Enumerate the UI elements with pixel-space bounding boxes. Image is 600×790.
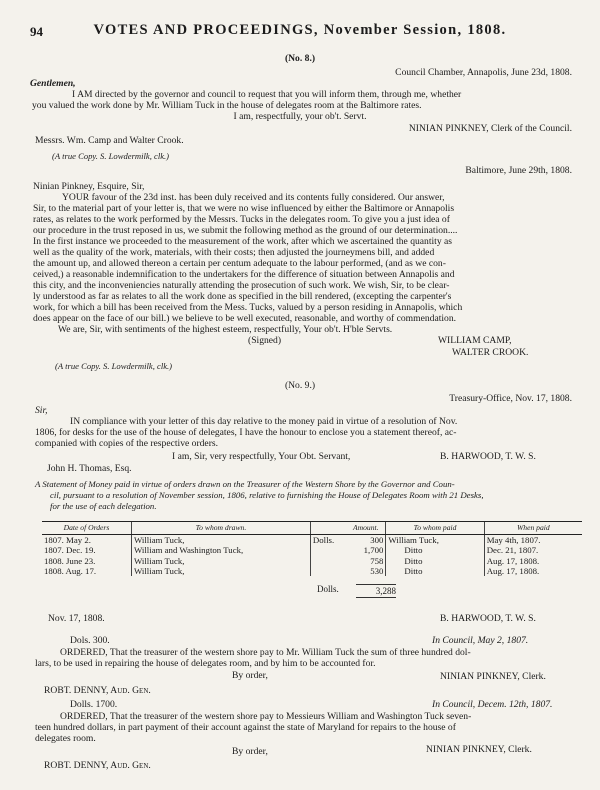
doc-9-number: (No. 9.) (284, 380, 316, 391)
cell-date: 1808. June 23. (44, 555, 96, 566)
reply-signature-crook: WALTER CROOK. (452, 347, 529, 358)
doc-8-salutation: Gentlemen, (30, 78, 76, 89)
reply-body-line: In the first instance we proceeded to the measurement of the work, after which we ascertained the quantity as (33, 236, 453, 247)
order-1-text-line: ORDERED, That the treasurer of the western shore pay to Mr. William Tuck the sum of three hundred dol- (60, 647, 471, 658)
reply-signed: (Signed) (248, 335, 282, 346)
order-2-signature: NINIAN PINKNEY, Clerk. (426, 744, 532, 755)
reply-salutation: Ninian Pinkney, Esquire, Sir, (33, 181, 145, 192)
doc-9-body-line: companied with copies of the respective orders. (35, 438, 219, 449)
cell-amount: 300 (370, 535, 384, 546)
order-1-by-order: By order, (232, 670, 268, 681)
order-2-footer: ROBT. DENNY, Aud. Gen. (44, 760, 151, 771)
cell-date: 1807. Dec. 19. (44, 545, 96, 556)
doc-9-signature: B. HARWOOD, T. W. S. (440, 451, 536, 462)
reply-body-line: our procedure in the trust reposed in us, we submit the following method as the ground of our determination.... (33, 225, 458, 236)
doc-8-body-line: I AM directed by the governor and council to request that you will inform them, through me, whether (72, 89, 462, 100)
table-row (42, 535, 582, 546)
doc-8-number: (No. 8.) (284, 53, 316, 64)
cell-paid-to: Ditto (386, 545, 484, 555)
statement-caption-line: for the use of each delegation. (50, 501, 157, 511)
cell-unit (310, 545, 346, 555)
reply-body-line: rates, as relates to the work performed by the Messrs. Tucks in the delegates room. To give you a just idea of (33, 214, 450, 225)
order-2-by-order: By order, (232, 746, 268, 757)
order-2-council-date: In Council, Decem. 12th, 1807. (432, 699, 553, 710)
cell-when: Aug. 17, 1808. (484, 566, 582, 576)
cell-drawn: William Tuck, (131, 566, 310, 576)
cell-paid-to: Ditto (386, 556, 484, 566)
doc-8-body-line: you valued the work done by Mr. William Tuck in the house of delegates room at the Baltimore rates. (32, 100, 422, 111)
order-2-amount: Dolls. 1700. (70, 699, 118, 710)
table-row (42, 556, 582, 566)
cell-amount: 530 (370, 565, 384, 576)
page-number: 94 (30, 24, 43, 39)
order-1-amount: Dols. 300. (70, 635, 110, 646)
reply-place-date: Baltimore, June 29th, 1808. (465, 165, 572, 176)
cell-amount: 1,700 (363, 545, 384, 556)
reply-body-line: does appear on the face of our bill.) we believe to be well executed, reasonable, and worthy of commendation. (33, 313, 457, 324)
statement-signature: B. HARWOOD, T. W. S. (440, 613, 536, 624)
doc-8-signature: NINIAN PINKNEY, Clerk of the Council. (408, 123, 572, 134)
order-1-signature: NINIAN PINKNEY, Clerk. (440, 671, 546, 682)
table-row (42, 566, 582, 576)
col-when-paid: When paid (484, 522, 582, 535)
col-to-whom-drawn: To whom drawn. (131, 522, 310, 535)
statement-total-value: 3,288 (356, 584, 396, 598)
cell-drawn: William Tuck, (131, 535, 310, 546)
cell-paid-to: Ditto (386, 566, 484, 576)
cell-drawn: William Tuck, (131, 556, 310, 566)
doc-9-salutation: Sir, (35, 405, 48, 416)
reply-body-line: ly understood as far as relates to all the work done as specified in the bill rendered, (excepting the carpenter's (33, 291, 452, 302)
doc-9-closing: I am, Sir, very respectfully, Your Obt. Servant, (172, 451, 351, 462)
statement-date: Nov. 17, 1808. (48, 613, 105, 624)
cell-date: 1807. May 2. (44, 535, 91, 546)
cell-paid-to: William Tuck, (386, 535, 484, 546)
col-amount: Amount. (346, 522, 386, 535)
doc-9-place-date: Treasury-Office, Nov. 17, 1808. (449, 393, 572, 404)
reply-body-line: Sir, to the material part of your letter is, that we were no wise influenced by either the Baltimore or Annapolis (33, 203, 455, 214)
table-row (42, 545, 582, 555)
reply-signature-camp: WILLIAM CAMP, (438, 335, 512, 346)
reply-true-copy: (A true Copy. S. Lowdermilk, clk.) (55, 361, 173, 371)
cell-date: 1808. Aug. 17. (44, 565, 97, 576)
statement-table (42, 521, 582, 576)
cell-drawn: William and Washington Tuck, (131, 545, 310, 555)
order-2-text-line: delegates room. (35, 733, 96, 744)
reply-body-line: well as the quality of the work, materials, with their costs; then adjusted the journeymens bill, and added (33, 247, 435, 258)
cell-amount: 758 (370, 555, 384, 566)
col-unit (310, 522, 346, 535)
doc-8-true-copy: (A true Copy. S. Lowdermilk, clk.) (52, 151, 170, 161)
reply-body-line: the amount up, and allowed thereon a certain per centum adequate to the labour performed, (and as we con- (33, 258, 446, 269)
order-1-footer: ROBT. DENNY, Aud. Gen. (44, 685, 151, 696)
statement-header-row (42, 522, 582, 535)
order-2-text-line: ORDERED, That the treasurer of the western shore pay to Messieurs William and Washington Tuck seven- (60, 711, 472, 722)
cell-unit (310, 556, 346, 566)
col-date-of-orders: Date of Orders (42, 522, 131, 535)
order-1-council-date: In Council, May 2, 1807. (432, 635, 529, 646)
cell-unit (310, 566, 346, 576)
reply-body-line: this city, and the inconveniencies naturally attending the prosecution of such work. We wish, Sir, to be clear- (33, 280, 450, 291)
statement-caption-line: cil, pursuant to a resolution of November session, 1806, relative to furnishing the House of Delegates Room with 21 Desks, (50, 490, 484, 500)
doc-8-addressee: Messrs. Wm. Camp and Walter Crook. (35, 135, 184, 146)
page-title: VOTES AND PROCEEDINGS, November Session, 1808. (93, 22, 507, 38)
statement-total-label: Dolls. (317, 584, 339, 594)
reply-closing: We are, Sir, with sentiments of the highest esteem, respectfully, Your ob't. H'ble Servts. (58, 324, 393, 335)
cell-unit: Dolls. (310, 535, 346, 546)
doc-9-addressee: John H. Thomas, Esq. (47, 463, 132, 474)
doc-9-body-line: IN compliance with your letter of this day relative to the money paid in virtue of a resolution of Nov. (70, 416, 458, 427)
reply-body-line: YOUR favour of the 23d inst. has been duly received and its contents fully considered. Our answer, (62, 192, 445, 203)
reply-body-line: work, for which a bill has been received from the Mess. Tucks, valued by a person residing in Annapolis, which (33, 302, 463, 313)
cell-when: Dec. 21, 1807. (484, 545, 582, 555)
doc-8-closing: I am, respectfully, your ob't. Servt. (233, 111, 367, 122)
order-2-text-line: teen hundred dollars, in part payment of their account against the state of Maryland for repairs to the house of (35, 722, 456, 733)
order-1-text-line: lars, to be used in repairing the house of delegates room, and by him to be accounted for. (35, 658, 376, 669)
reply-body-line: ceived,) a reasonable indemnification to the undertakers for the difference of situation between Annapolis and (33, 269, 455, 280)
doc-8-place-date: Council Chamber, Annapolis, June 23d, 1808. (395, 67, 572, 78)
doc-9-body-line: 1806, for desks for the use of the house of delegates, I have the honour to enclose you a statement thereof, ac- (35, 427, 457, 438)
cell-when: Aug. 17, 1808. (484, 556, 582, 566)
col-to-whom-paid: To whom paid (386, 522, 484, 535)
cell-when: May 4th, 1807. (484, 535, 582, 546)
statement-caption-line: A Statement of Money paid in virtue of orders drawn on the Treasurer of the Western Shore by the Governor and Coun- (35, 479, 455, 489)
